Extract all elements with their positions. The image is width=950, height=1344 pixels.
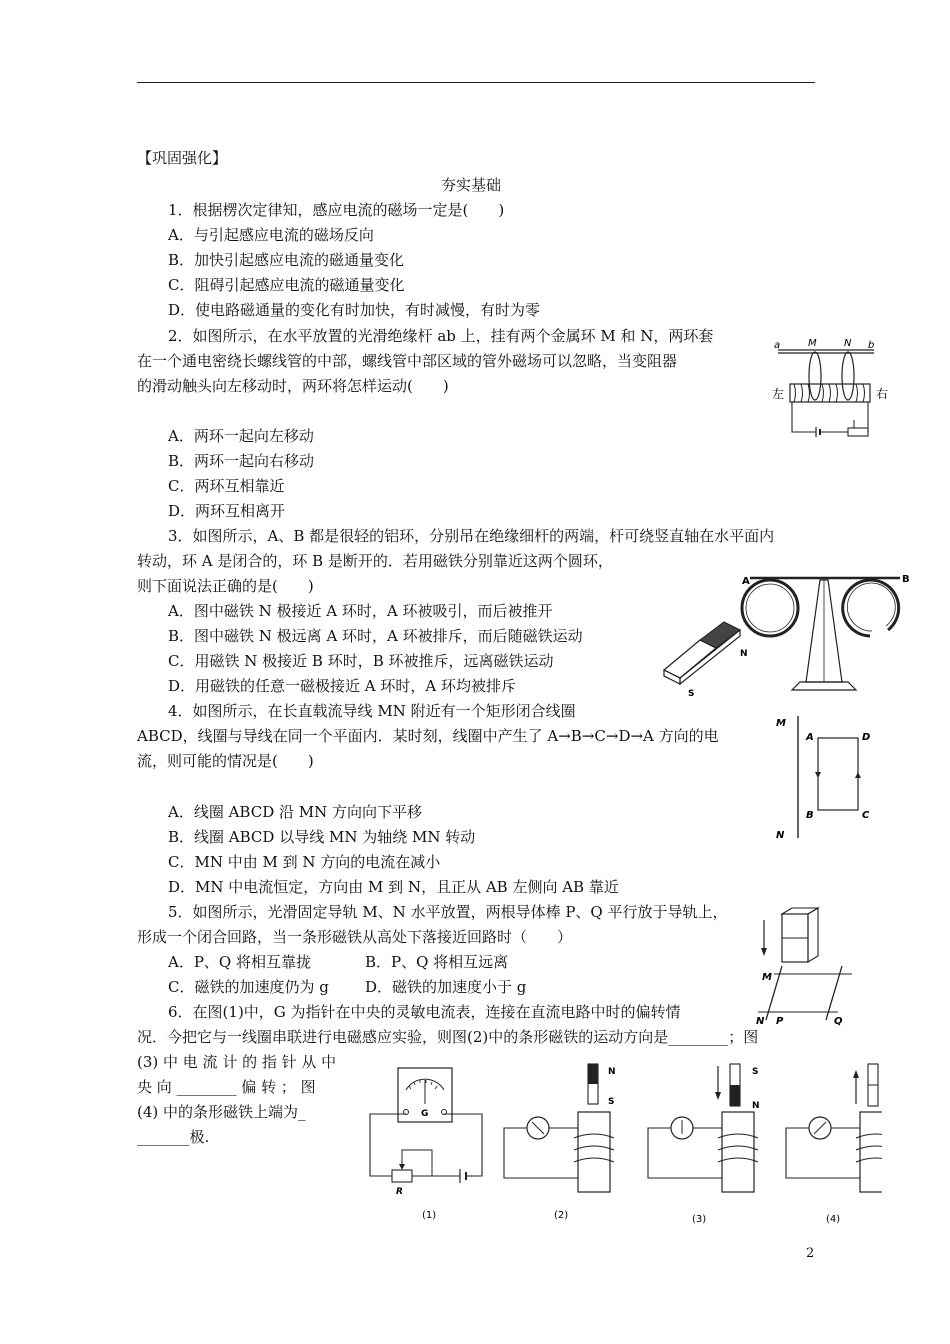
q5-figure [752, 900, 862, 1026]
q6-figure [362, 1060, 882, 1230]
q6-label-g: G [421, 1109, 429, 1119]
q3-figure [660, 570, 920, 700]
q4-option-a: A．线圈 ABCD 沿 MN 方向向下平移 [168, 803, 423, 821]
ring-a [742, 580, 798, 636]
q2-option-d: D．两环互相离开 [168, 502, 286, 520]
q1-option-d: D．使电路磁通量的变化有时加快，有时减慢，有时为零 [168, 301, 541, 319]
q3-stem-line3: 则下面说法正确的是( ) [137, 577, 314, 595]
q5-stem-line2: 形成一个闭合回路，当一条形磁铁从高处下落接近回路时（ ） [137, 928, 573, 946]
ring-n [842, 352, 854, 400]
q2-label-m: M [808, 338, 817, 349]
resistor [392, 1170, 412, 1182]
q4-label-c: C [862, 810, 870, 821]
q2-label-a: a [774, 340, 781, 351]
q3-stem-line2: 转动，环 A 是闭合的，环 B 是断开的．若用磁铁分别靠近这两个圆环， [137, 552, 613, 570]
q6-caption-2: (2) [554, 1210, 569, 1221]
q3-label-b: B [902, 574, 910, 585]
q6-label-s2: S [608, 1097, 615, 1107]
q4-figure [770, 712, 880, 842]
q1-option-b: B．加快引起感应电流的磁通量变化 [168, 251, 405, 269]
rheostat [848, 428, 868, 436]
header-rule [137, 82, 815, 83]
q6-stem-line4: 央 向 ________ 偏 转 ； 图 [137, 1078, 316, 1096]
q6-stem-line5: (4) 中的条形磁铁上端为_ [137, 1103, 306, 1121]
q4-label-n: N [776, 830, 785, 841]
q3-option-a: A．图中磁铁 N 极接近 A 环时，A 环被吸引，而后被推开 [168, 602, 553, 620]
q2-option-b: B．两环一起向右移动 [168, 452, 315, 470]
ring-m [809, 352, 821, 400]
q6-caption-1: (1) [422, 1210, 437, 1221]
ring-b [843, 580, 899, 636]
q5-stem-line1: 5．如图所示，光滑固定导轨 M、N 水平放置，两根导体棒 P、Q 平行放于导轨上， [168, 903, 728, 921]
q6-panel-3 [648, 1064, 760, 1225]
q3-label-a: A [742, 576, 750, 587]
q5-label-m: M [762, 972, 772, 983]
page-number: 2 [806, 1246, 815, 1261]
q1-option-c: C．阻碍引起感应电流的磁通量变化 [168, 276, 405, 294]
q4-option-b: B．线圈 ABCD 以导线 MN 为轴绕 MN 转动 [168, 828, 476, 846]
q4-label-b: B [806, 810, 814, 821]
q2-stem-line1: 2．如图所示，在水平放置的光滑绝缘杆 ab 上，挂有两个金属环 M 和 N，两环套 [168, 327, 714, 345]
coil-abcd [818, 738, 858, 810]
q6-label-n2: N [608, 1067, 616, 1077]
q2-figure [770, 336, 900, 446]
q6-caption-4: (4) [826, 1214, 841, 1225]
q5-option-c: C．磁铁的加速度仍为 g [168, 978, 329, 996]
q4-label-d: D [862, 732, 871, 743]
q4-option-c: C．MN 中由 M 到 N 方向的电流在减小 [168, 853, 441, 871]
q4-label-a: A [806, 732, 814, 743]
q3-label-n: N [740, 649, 748, 659]
q2-label-right: 右 [876, 387, 889, 401]
q6-panel-2 [504, 1064, 616, 1221]
q2-stem-line2: 在一个通电密绕长螺线管的中部，螺线管中部区域的管外磁场可以忽略，当变阻器 [137, 352, 678, 370]
q5-label-n: N [756, 1016, 765, 1026]
q5-label-p: P [776, 1016, 784, 1026]
q3-option-b: B．图中磁铁 N 极远离 A 环时，A 环被排斥，而后随磁铁运动 [168, 627, 583, 645]
q6-panel-1 [370, 1068, 482, 1221]
q5-label-q: Q [834, 1016, 843, 1026]
q2-label-left: 左 [772, 387, 785, 401]
q6-panel-4 [786, 1064, 882, 1225]
q3-option-c: C．用磁铁 N 极接近 B 环时，B 环被推斥，远离磁铁运动 [168, 652, 554, 670]
q1-stem: 1．根据楞次定律知，感应电流的磁场一定是( ) [168, 201, 505, 219]
section-title: 【巩固强化】 [137, 149, 228, 167]
q2-label-b: b [868, 340, 875, 351]
q6-stem-line3: (3) 中 电 流 计 的 指 针 从 中 [137, 1053, 337, 1071]
bar-magnet [664, 622, 740, 684]
q1-option-a: A．与引起感应电流的磁场反向 [168, 226, 374, 244]
q2-option-a: A．两环一起向左移动 [168, 427, 314, 445]
q6-caption-3: (3) [692, 1214, 707, 1225]
q3-option-d: D．用磁铁的任意一磁极接近 A 环时，A 环均被排斥 [168, 677, 516, 695]
q4-stem-line1: 4．如图所示，在长直载流导线 MN 附近有一个矩形闭合线圈 [168, 702, 576, 720]
q4-stem-line2: ABCD，线圈与导线在同一个平面内．某时刻，线圈中产生了 A→B→C→D→A 方向的电 [137, 727, 719, 745]
q3-label-s: S [688, 689, 695, 699]
subsection-title: 夯实基础 [441, 176, 502, 194]
q2-stem-line3: 的滑动触头向左移动时，两环将怎样运动( ) [137, 377, 449, 395]
q6-stem-line2: 况．今把它与一线圈串联进行电磁感应实验，则图(2)中的条形磁铁的运动方向是________；图 [137, 1028, 759, 1046]
q6-label-r: R [396, 1187, 403, 1197]
q3-stem-line1: 3．如图所示，A、B 都是很轻的铝环，分别吊在绝缘细杆的两端，杆可绕竖直轴在水平面内 [168, 527, 775, 545]
q2-label-n: N [844, 338, 852, 349]
q6-stem-line1: 6．在图(1)中，G 为指针在中央的灵敏电流表，连接在直流电路中时的偏转情 [168, 1003, 681, 1021]
q4-label-m: M [776, 718, 786, 729]
q6-stem-line6: _______极. [137, 1128, 210, 1146]
q4-stem-line3: 流，则可能的情况是( ) [137, 752, 314, 770]
q4-option-d: D．MN 中电流恒定，方向由 M 到 N，且正从 AB 左侧向 AB 靠近 [168, 878, 619, 896]
q5-option-b: B．P、Q 将相互远离 [365, 953, 509, 971]
q6-label-s3: S [752, 1067, 759, 1077]
q5-option-d: D．磁铁的加速度小于 g [365, 978, 527, 996]
q6-label-n3: N [752, 1101, 760, 1111]
q2-option-c: C．两环互相靠近 [168, 477, 285, 495]
q5-option-a: A．P、Q 将相互靠拢 [168, 953, 311, 971]
